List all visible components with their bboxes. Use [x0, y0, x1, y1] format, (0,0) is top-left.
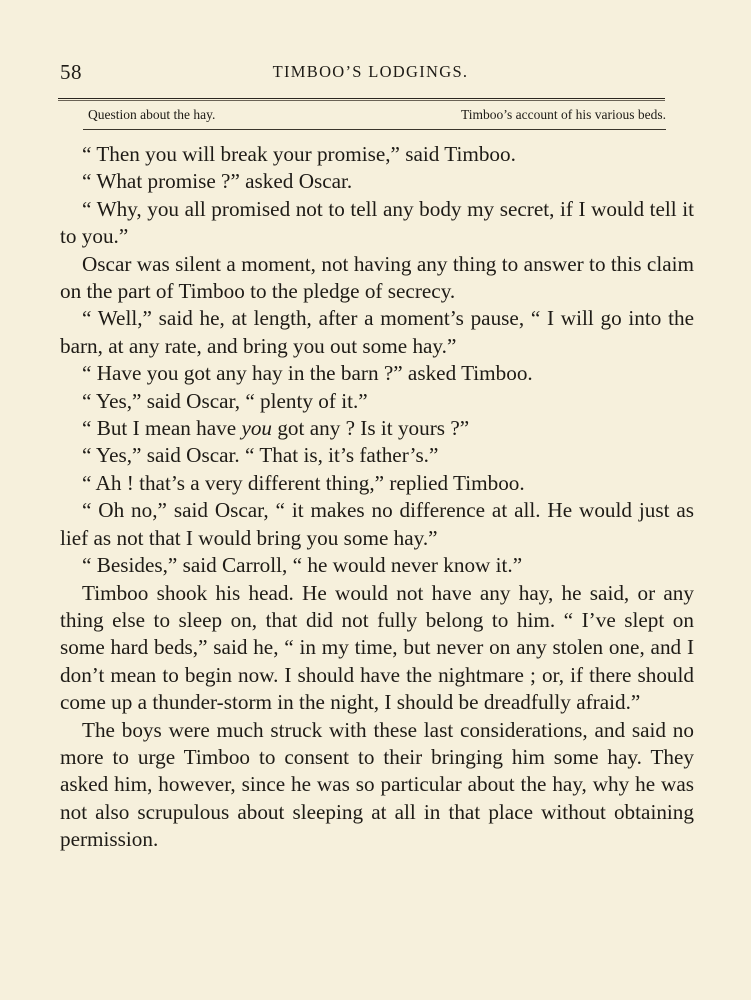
header-rule: [58, 98, 665, 99]
paragraph: “ What promise ?” asked Oscar.: [82, 169, 353, 194]
running-head: [60, 58, 665, 86]
shoulder-note-left: Question about the hay.: [88, 107, 216, 122]
paragraph: “ Yes,” said Oscar. “ That is, it’s father’s.”: [82, 443, 439, 468]
body-text: [60, 141, 694, 854]
shoulder-notes: [88, 105, 666, 125]
paragraph: “ Then you will break your promise,” said Timboo.: [82, 142, 516, 166]
paragraph: Oscar was silent a moment, not having any thing to answer to this claim on the part of Timboo to the pledge of secrecy.: [60, 251, 694, 304]
paragraph: The boys were much struck with these last considerations, and said no more to urge Timboo to consent to their bringing him some hay. They asked him, however, since he was so particular about the hay, why he was not also scrupulous about sleeping at all in that place without obtaining permission.: [60, 717, 694, 852]
paragraph: “ Ah ! that’s a very different thing,” replied Timboo.: [82, 470, 525, 495]
paragraph: “ Oh no,” said Oscar, “ it makes no difference at all. He would just as lief as not that I would bring you some hay.”: [60, 498, 694, 550]
shoulder-note-right: Timboo’s account of his various beds.: [461, 107, 666, 122]
paragraph: “ Well,” said he, at length, after a moment’s pause, “ I will go into the barn, at any rate, and bring you out some hay.”: [60, 306, 694, 358]
paragraph-segment: “ But I mean have: [82, 416, 242, 441]
shoulder-rule: [83, 129, 666, 130]
paragraph: [60, 415, 694, 442]
paragraph: “ Besides,” said Carroll, “ he would never know it.”: [82, 553, 523, 578]
paragraph: Timboo shook his head. He would not have any hay, he said, or any thing else to sleep on, that did not fully belong to him. “ I’ve slept on some hard beds,” said he, “ in my time, but never on any stolen one, and I don’t mean to begin now. I should have the nightmare ; or, if there should come up a thunder-storm in the night, I should be dreadfully afraid.”: [60, 580, 694, 715]
page-number: 58: [60, 60, 82, 84]
running-title: TIMBOO’S LODGINGS.: [272, 62, 469, 81]
header-rule-inner: [58, 100, 665, 101]
paragraph: “ Yes,” said Oscar, “ plenty of it.”: [82, 388, 368, 413]
paragraph-segment: got any ? Is it yours ?”: [272, 416, 470, 441]
paragraph: “ Why, you all promised not to tell any body my secret, if I would tell it to you.”: [60, 196, 694, 249]
emphasis: you: [241, 416, 273, 441]
paragraph: “ Have you got any hay in the barn ?” asked Timboo.: [82, 361, 533, 386]
